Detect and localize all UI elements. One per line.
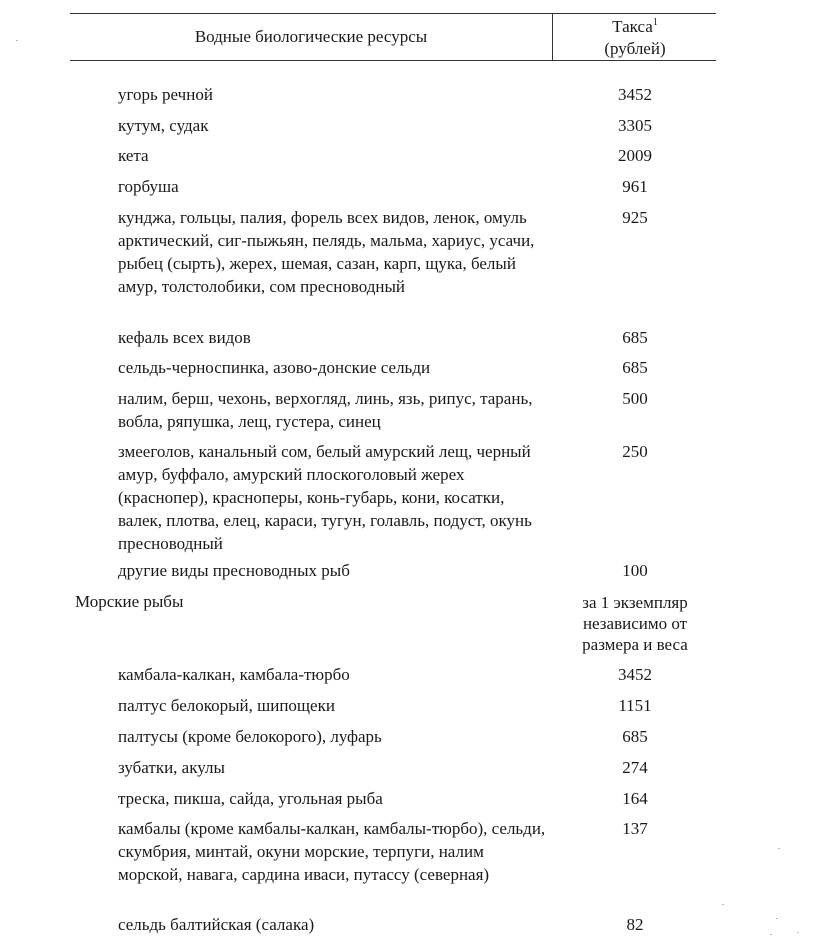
row-name: другие виды пресноводных рыб	[118, 561, 350, 580]
row-value: 3452	[618, 85, 652, 104]
row-name: камбалы (кроме камбалы-калкан, камбалы-тюрбо), сельди, скумбрия, минтай, окуни морские, терпуги, налим морской, навага, сардина иваси, путассу (северная)	[118, 819, 546, 884]
row-name: кефаль всех видов	[118, 328, 251, 347]
scan-speck	[770, 934, 772, 935]
row-value: 685	[622, 328, 648, 347]
row-value: 685	[622, 358, 648, 377]
scan-speck	[778, 848, 780, 849]
row-value: 3452	[618, 665, 652, 684]
scan-speck	[722, 904, 724, 905]
row-value: 274	[622, 758, 648, 777]
row-name: сельдь балтийская (салака)	[118, 915, 315, 934]
section-rate-note: за 1 экземпляр независимо от размера и веса	[582, 593, 688, 654]
row-value: 685	[622, 727, 648, 746]
column-header-resource-text: Водные биологические ресурсы	[194, 27, 428, 46]
section-heading: Морские рыбы	[75, 592, 184, 611]
row-value: 2009	[618, 146, 652, 165]
row-name: угорь речной	[118, 85, 213, 104]
column-header-rate-unit: (рублей)	[604, 39, 666, 58]
row-value: 500	[622, 389, 648, 408]
row-value: 961	[622, 177, 648, 196]
column-header-rate	[560, 16, 710, 60]
row-name: сельдь-черноспинка, азово-донские сельди	[118, 358, 431, 377]
row-name: палтусы (кроме белокорого), луфарь	[118, 727, 382, 746]
scan-speck	[776, 918, 778, 919]
row-value: 925	[622, 208, 648, 227]
scan-speck	[797, 932, 799, 933]
column-header-rate-title: Такса	[612, 17, 653, 36]
row-value: 1151	[618, 696, 652, 715]
row-value: 82	[626, 915, 644, 934]
row-name: кунджа, гольцы, палия, форель всех видов, ленок, омуль арктический, сиг-пыжьян, пелядь, мальма, хариус, усачи, рыбец (сырть), жерех, шемая, сазан, карп, щука, белый амур, толстолобики, сом пресноводный	[118, 208, 535, 296]
row-name: палтус белокорый, шипощеки	[118, 696, 335, 715]
row-name: зубатки, акулы	[118, 758, 225, 777]
row-name: кета	[118, 146, 149, 165]
scan-speck	[16, 40, 18, 41]
row-name: горбуша	[118, 177, 179, 196]
header-column-divider	[552, 13, 553, 61]
row-value: 137	[622, 819, 648, 838]
row-value: 3305	[618, 116, 652, 135]
row-name: кутум, судак	[118, 116, 209, 135]
header-bottom-rule	[70, 60, 716, 61]
row-value: 250	[622, 442, 648, 461]
row-name: змееголов, канальный сом, белый амурский лещ, черный амур, буффало, амурский плоскоголовый жерех (краснопер), красноперы, конь-губарь, кони, косатки, валек, плотва, елец, караси, тугун, голавль, подуст, окунь пресноводный	[118, 442, 532, 553]
footnote-marker: 1	[652, 17, 658, 28]
row-name: камбала-калкан, камбала-тюрбо	[118, 665, 350, 684]
column-header-resource	[70, 26, 552, 48]
row-value: 100	[622, 561, 648, 580]
row-name: налим, берш, чехонь, верхогляд, линь, язь, рипус, тарань, вобла, ряпушка, лещ, густера, синец	[118, 389, 533, 431]
row-name: треска, пикша, сайда, угольная рыба	[118, 789, 383, 808]
header-top-rule	[70, 13, 716, 14]
row-value: 164	[622, 789, 648, 808]
